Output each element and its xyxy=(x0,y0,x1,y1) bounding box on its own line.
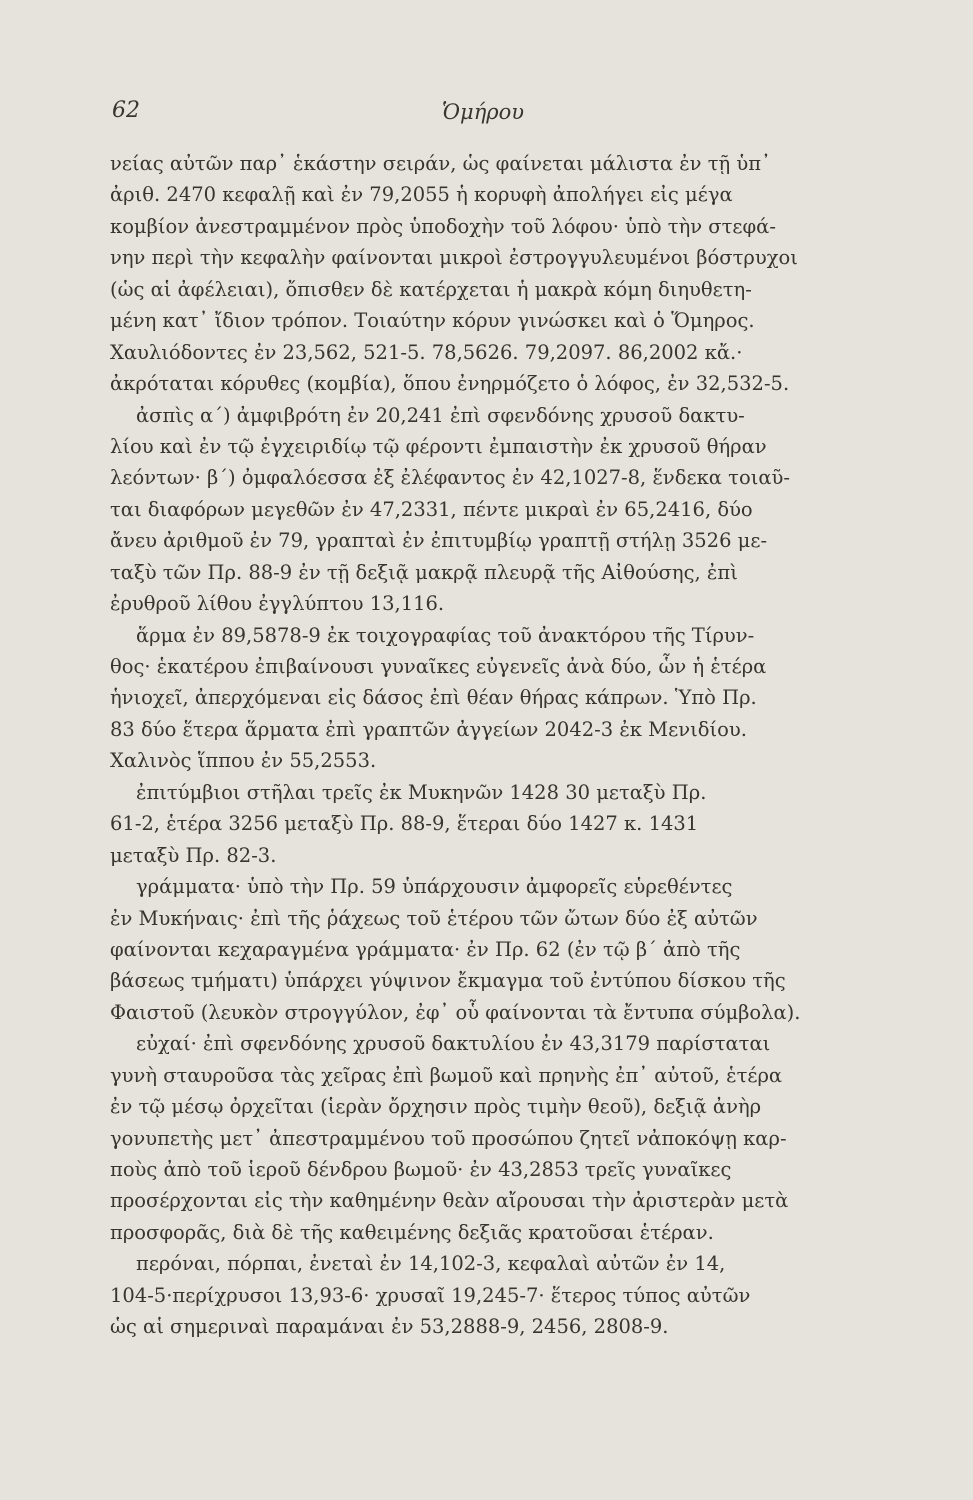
text-line: μένη κατ᾽ ἴδιον τρόπον. Τοιαύτην κόρυν γινώσκει καὶ ὁ Ὅμηρος. xyxy=(110,309,755,333)
text-line: 104-5·περίχρυσοι 13,93-6· χρυσαῖ 19,245-7· ἕτερος τύπος αὐτῶν xyxy=(110,1283,751,1307)
text-line: νείας αὐτῶν παρ᾽ ἑκάστην σειράν, ὡς φαίνεται μάλιστα ἐν τῇ ὑπ᾽ xyxy=(110,152,771,175)
text-line: Χαυλιόδοντες ἐν 23,562, 521-5. 78,5626. 79,2097. 86,2002 κἄ.· xyxy=(110,340,743,364)
text-line: ἡνιοχεῖ, ἀπερχόμεναι εἰς δάσος ἐπὶ θέαν θήρας κάπρων. Ὑπὸ Πρ. xyxy=(110,686,757,710)
text-line: μεταξὺ Πρ. 82-3. xyxy=(110,843,277,867)
text-line: Χαλινὸς ἵππου ἐν 55,2553. xyxy=(110,749,377,773)
page-header xyxy=(112,98,872,138)
text-line: γυνὴ σταυροῦσα τὰς χεῖρας ἐπὶ βωμοῦ καὶ πρηνὴς ἐπ᾽ αὐτοῦ, ἑτέρα xyxy=(110,1063,783,1087)
text-line: (ὡς αἱ ἀφέλειαι), ὄπισθεν δὲ κατέρχεται ἡ μακρὰ κόμη διηυθετη- xyxy=(110,277,752,301)
text-line: ποὺς ἀπὸ τοῦ ἱεροῦ δένδρου βωμοῦ· ἐν 43,2853 τρεῖς γυναῖκες xyxy=(110,1158,732,1181)
text-line: ἀσπὶς α΄) ἀμφιβρότη ἐν 20,241 ἐπὶ σφενδόνης χρυσοῦ δακτυ- xyxy=(136,403,745,427)
text-line: ἐν Μυκήναις· ἐπὶ τῆς ῥάχεως τοῦ ἑτέρου τῶν ὤτων δύο ἐξ αὐτῶν xyxy=(110,906,758,930)
text-line: προσέρχονται εἰς τὴν καθημένην θεὰν αἴρουσαι τὴν ἀριστερὰν μετὰ xyxy=(110,1189,789,1213)
text-line: ἀριθ. 2470 κεφαλῇ καὶ ἐν 79,2055 ἡ κορυφὴ ἀπολήγει εἰς μέγα xyxy=(110,183,733,207)
text-line: γράμματα· ὑπὸ τὴν Πρ. 59 ὑπάρχουσιν ἀμφορεῖς εὑρεθέντες xyxy=(136,875,733,899)
text-line: προσφορᾶς, διὰ δὲ τῆς καθειμένης δεξιᾶς κρατοῦσαι ἑτέραν. xyxy=(110,1220,714,1244)
text-line: ἐπιτύμβιοι στῆλαι τρεῖς ἐκ Μυκηνῶν 1428 30 μεταξὺ Πρ. xyxy=(136,780,707,804)
text-line: κομβίον ἀνεστραμμένον πρὸς ὑποδοχὴν τοῦ λόφου· ὑπὸ τὴν στεφά- xyxy=(110,214,776,238)
page-number: 62 xyxy=(112,98,140,123)
text-line: λίου καὶ ἐν τῷ ἐγχειριδίῳ τῷ φέροντι ἐμπαιστὴν ἐκ χρυσοῦ θήραν xyxy=(110,434,767,458)
text-line: ἅρμα ἐν 89,5878-9 ἐκ τοιχογραφίας τοῦ ἀνακτόρου τῆς Τίρυν- xyxy=(136,623,755,647)
body-text xyxy=(110,148,858,1343)
text-line: ται διαφόρων μεγεθῶν ἐν 47,2331, πέντε μικραὶ ἐν 65,2416, δύο xyxy=(110,497,753,521)
text-line: ταξὺ τῶν Πρ. 88-9 ἐν τῇ δεξιᾷ μακρᾷ πλευρᾷ τῆς Αἰθούσης, ἐπὶ xyxy=(110,560,738,584)
text-line: νην περὶ τὴν κεφαλὴν φαίνονται μικροὶ ἐστρογγυλευμένοι βόστρυχοι xyxy=(110,246,798,270)
text-line: φαίνονται κεχαραγμένα γράμματα· ἐν Πρ. 62 (ἐν τῷ β΄ ἀπὸ τῆς xyxy=(110,937,741,961)
text-line: βάσεως τμήματι) ὑπάρχει γύψινον ἔκμαγμα τοῦ ἐντύπου δίσκου τῆς xyxy=(110,969,786,993)
text-line: 83 δύο ἕτερα ἅρματα ἐπὶ γραπτῶν ἀγγείων 2042-3 ἐκ Μενιδίου. xyxy=(110,717,747,741)
text-line: Φαιστοῦ (λευκὸν στρογγύλον, ἐφ᾽ οὗ φαίνονται τὰ ἔντυπα σύμβολα). xyxy=(110,1000,801,1024)
text-line: ὡς αἱ σημεριναὶ παραμάναι ἐν 53,2888-9, 2456, 2808-9. xyxy=(110,1315,669,1339)
text-line: λεόντων· β΄) ὀμφαλόεσσα ἐξ ἐλέφαντος ἐν 42,1027-8, ἕνδεκα τοιαῦ- xyxy=(110,466,790,490)
text-line: εὐχαί· ἐπὶ σφενδόνης χρυσοῦ δακτυλίου ἐν 43,3179 παρίσταται xyxy=(136,1032,771,1056)
text-line: 61-2, ἑτέρα 3256 μεταξὺ Πρ. 88-9, ἕτεραι δύο 1427 κ. 1431 xyxy=(110,812,699,836)
text-line: ἐν τῷ μέσῳ ὀρχεῖται (ἱερὰν ὄρχησιν πρὸς τιμὴν θεοῦ), δεξιᾷ ἀνὴρ xyxy=(110,1095,762,1119)
text-line: θος· ἑκατέρου ἐπιβαίνουσι γυναῖκες εὐγενεῖς ἀνὰ δύο, ὧν ἡ ἑτέρα xyxy=(110,655,767,678)
text-line: ἐρυθροῦ λίθου ἐγγλύπτου 13,116. xyxy=(110,592,445,616)
text-line: γονυπετὴς μετ᾽ ἀπεστραμμένου τοῦ προσώπου ζητεῖ νἀποκόψῃ καρ- xyxy=(110,1126,787,1150)
text-line: ἄνευ ἀριθμοῦ ἐν 79, γραπταὶ ἐν ἐπιτυμβίῳ γραπτῇ στήλῃ 3526 με- xyxy=(110,529,768,553)
text-line: περόναι, πόρπαι, ἐνεταὶ ἐν 14,102-3, κεφαλαὶ αὐτῶν ἐν 14, xyxy=(136,1252,726,1276)
text-line: ἀκρόταται κόρυθες (κομβία), ὅπου ἐνηρμόζετο ὁ λόφος, ἐν 32,532-5. xyxy=(110,372,790,396)
running-title: Ὁμήρου xyxy=(442,100,525,124)
